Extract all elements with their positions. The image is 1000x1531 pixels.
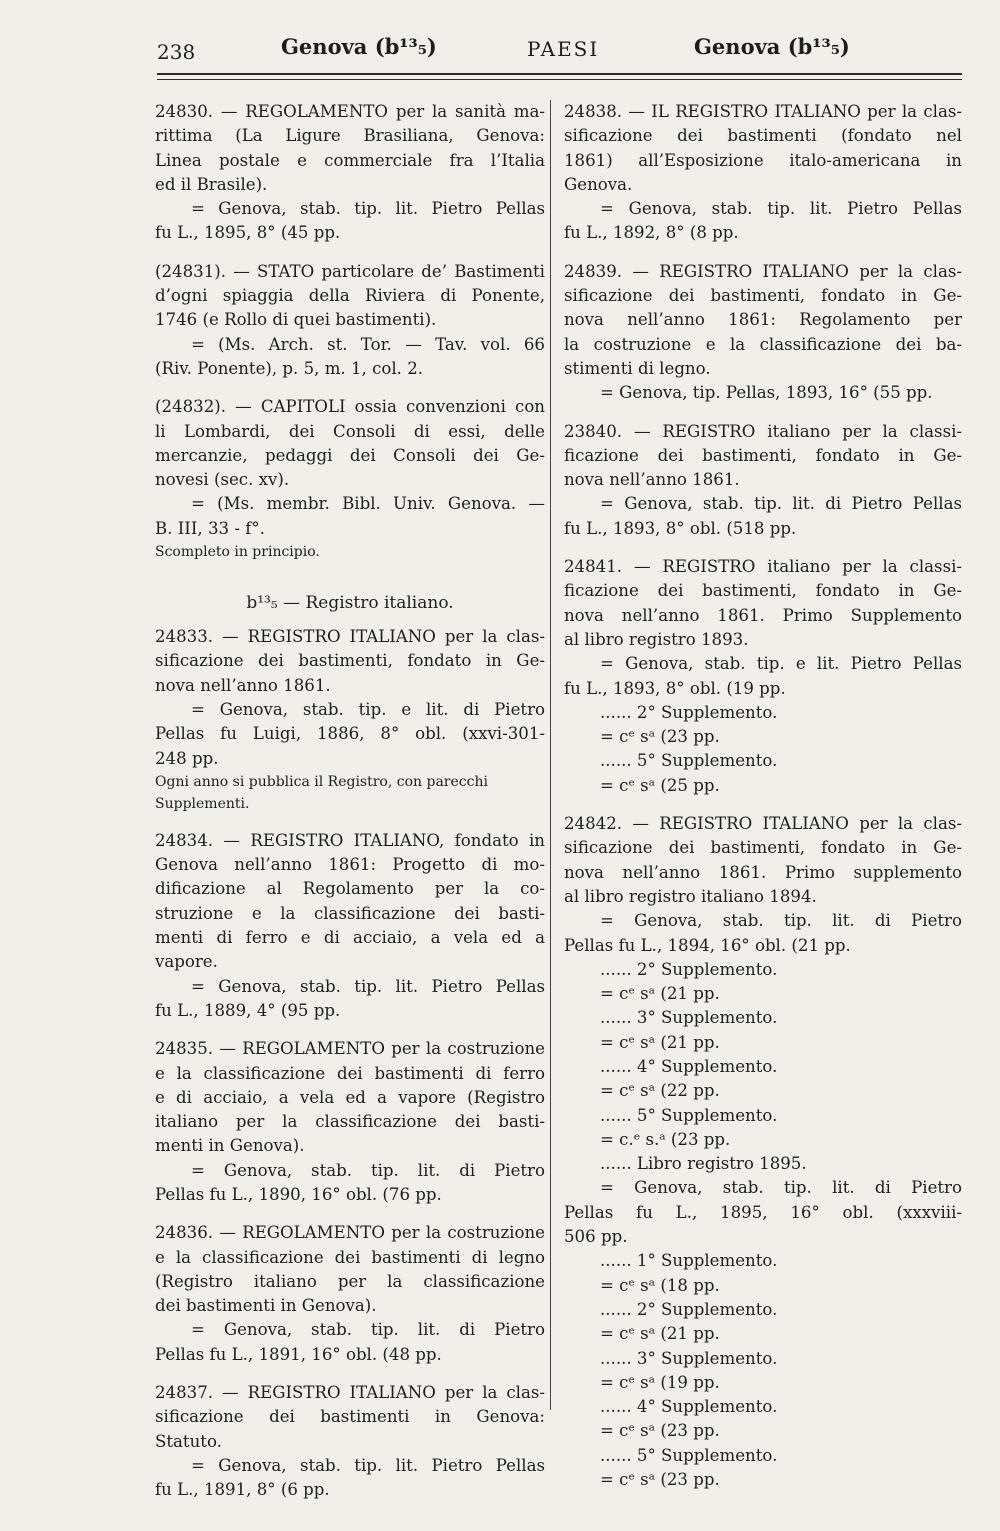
bibliography-entry <box>564 100 962 246</box>
entry-line: ...... Libro registro 1895. <box>600 1154 807 1174</box>
column-divider <box>550 100 551 1410</box>
entry-line: nova nell’anno 1861: Regolamento per <box>564 310 962 330</box>
entry-line: Pellas fu L., 1895, 16° obl. (xxxviii- <box>564 1202 962 1222</box>
entry-line: fu L., 1895, 8° (45 pp. <box>155 223 341 243</box>
entry-line: sificazione dei bastimenti, fondato in Ge- <box>564 838 962 858</box>
entry-line: Genova. <box>564 174 633 194</box>
entry-line: = Genova, tip. Pellas, 1893, 16° (55 pp. <box>600 383 933 403</box>
entry-line: = Genova, stab. tip. lit. di Pietro <box>191 1160 545 1180</box>
entry-gap <box>155 1367 545 1381</box>
entry-line: mercanzie, pedaggi dei Consoli dei Ge- <box>155 445 545 465</box>
entry-line: fu L., 1889, 4° (95 pp. <box>155 1000 341 1020</box>
entry-line: menti di ferro e di acciaio, a vela ed a <box>155 928 545 948</box>
entry-gap <box>155 1023 545 1037</box>
entry-line: B. III, 33 - f°. <box>155 518 265 538</box>
entry-line: 1861) all’Esposizione italo-americana in <box>564 150 962 170</box>
bibliography-entry <box>155 100 545 246</box>
bibliography-entry <box>155 1221 545 1367</box>
header-rule-thick <box>157 73 962 75</box>
entry-note: Scompleto in principio. <box>155 544 320 561</box>
bibliography-entry <box>564 260 962 406</box>
entry-line: = cᵉ sᵃ (22 pp. <box>600 1081 720 1101</box>
entry-line: ...... 4° Supplemento. <box>600 1056 778 1076</box>
entry-gap <box>564 246 962 260</box>
entry-line: e la classificazione dei bastimenti di legno <box>155 1247 545 1267</box>
entry-line: vapore. <box>155 952 218 972</box>
entry-line: (Registro italiano per la classificazione <box>155 1271 545 1291</box>
entry-line: = Genova, stab. tip. lit. Pietro Pellas <box>191 199 545 219</box>
entry-gap <box>564 406 962 420</box>
entry-gap <box>564 541 962 555</box>
page-number: 238 <box>157 40 196 64</box>
bibliography-entry <box>155 395 545 563</box>
entry-gap <box>564 798 962 812</box>
entry-line: sificazione dei bastimenti, fondato in Ge- <box>155 651 545 671</box>
entry-line: = cᵉ sᵃ (19 pp. <box>600 1372 720 1392</box>
entry-line: = Genova, stab. tip. lit. Pietro Pellas <box>191 1455 545 1475</box>
entry-line: al libro registro 1893. <box>564 629 749 649</box>
entry-line: 24842. — REGISTRO ITALIANO per la clas- <box>564 814 962 834</box>
entry-line: struzione e la classificazione dei basti- <box>155 903 545 923</box>
section-heading: b¹³₅ — Registro italiano. <box>246 593 454 614</box>
entry-line: ficazione dei bastimenti, fondato in Ge- <box>564 445 962 465</box>
entry-line: = (Ms. Arch. st. Tor. — Tav. vol. 66 <box>191 334 545 354</box>
entry-line: = Genova, stab. tip. lit. di Pietro <box>600 1178 962 1198</box>
entry-line: Statuto. <box>155 1431 222 1451</box>
page-header <box>157 34 962 74</box>
entry-line: 506 pp. <box>564 1227 628 1247</box>
entry-line: nova nell’anno 1861. <box>155 675 331 695</box>
entry-line: ...... 2° Supplemento. <box>600 702 778 722</box>
entry-line: 24833. — REGISTRO ITALIANO per la clas- <box>155 627 545 647</box>
entry-line: e la classificazione dei bastimenti di ferro <box>155 1063 545 1083</box>
entry-line: fu L., 1893, 8° obl. (19 pp. <box>564 678 786 698</box>
entry-line: = (Ms. membr. Bibl. Univ. Genova. — <box>191 494 545 514</box>
entry-line: fu L., 1892, 8° (8 pp. <box>564 223 739 243</box>
entry-line: la costruzione e la classificazione dei ba- <box>564 334 962 354</box>
entry-line: 24836. — REGOLAMENTO per la costruzione <box>155 1223 545 1243</box>
entry-line: Linea postale e commerciale fra l’Italia <box>155 150 545 170</box>
entry-line: = Genova, stab. tip. lit. di Pietro <box>191 1320 545 1340</box>
entry-line: ...... 5° Supplemento. <box>600 1445 778 1465</box>
entry-line: = cᵉ sᵃ (25 pp. <box>600 775 720 795</box>
entry-line: Pellas fu L., 1890, 16° obl. (76 pp. <box>155 1184 442 1204</box>
entry-line: dificazione al Regolamento per la co- <box>155 879 545 899</box>
entry-line: 248 pp. <box>155 748 219 768</box>
entry-line: 24830. — REGOLAMENTO per la sanità ma- <box>155 102 545 121</box>
entry-line: 24834. — REGISTRO ITALIANO, fondato in <box>155 830 545 850</box>
entry-line: e di acciaio, a vela ed a vapore (Registro <box>155 1087 545 1107</box>
entry-line: Genova nell’anno 1861: Progetto di mo- <box>155 855 545 875</box>
entry-line: ...... 3° Supplemento. <box>600 1348 778 1368</box>
bibliography-entry <box>155 260 545 381</box>
entry-line: = Genova, stab. tip. e lit. Pietro Pellas <box>600 654 962 674</box>
entry-line: = Genova, stab. tip. e lit. di Pietro <box>191 699 545 719</box>
entry-line: 1746 (e Rollo di quei bastimenti). <box>155 310 437 330</box>
entry-line: nova nell’anno 1861. <box>564 470 740 490</box>
entry-line: ...... 4° Supplemento. <box>600 1397 778 1417</box>
entry-gap <box>155 381 545 395</box>
entry-gap <box>155 1207 545 1221</box>
entry-line: ...... 2° Supplemento. <box>600 959 778 979</box>
entry-line: 24835. — REGOLAMENTO per la costruzione <box>155 1039 545 1059</box>
entry-line: (Riv. Ponente), p. 5, m. 1, col. 2. <box>155 358 424 378</box>
entry-line: Pellas fu Luigi, 1886, 8° obl. (xxvi-301- <box>155 724 545 744</box>
entry-line: 24841. — REGISTRO italiano per la classi- <box>564 557 962 577</box>
entry-line: sificazione dei bastimenti in Genova: <box>155 1407 545 1427</box>
entry-line: = Genova, stab. tip. lit. di Pietro Pellas <box>600 494 962 514</box>
entry-gap <box>155 563 545 577</box>
bibliography-entry <box>155 625 545 815</box>
entry-line: Pellas fu L., 1894, 16° obl. (21 pp. <box>564 935 851 955</box>
entry-line: = cᵉ sᵃ (23 pp. <box>600 727 720 747</box>
entry-line: = cᵉ sᵃ (23 pp. <box>600 1470 720 1490</box>
center-running-title: PAESI <box>527 37 600 61</box>
entry-line: 23840. — REGISTRO italiano per la classi- <box>564 421 962 441</box>
entry-line: = cᵉ sᵃ (23 pp. <box>600 1421 720 1441</box>
entry-line: li Lombardi, dei Consoli di essi, delle <box>155 421 545 441</box>
right-column <box>564 100 962 1506</box>
entry-line: = cᵉ sᵃ (21 pp. <box>600 1032 720 1052</box>
entry-line: ficazione dei bastimenti, fondato in Ge- <box>564 581 962 601</box>
entry-line: dei bastimenti in Genova). <box>155 1296 377 1316</box>
entry-line: al libro registro italiano 1894. <box>564 886 817 906</box>
bibliography-entry <box>564 812 962 1492</box>
entry-line: d’ogni spiaggia della Riviera di Ponente, <box>155 286 545 306</box>
entry-line: = cᵉ sᵃ (21 pp. <box>600 984 720 1004</box>
entry-line: nova nell’anno 1861. Primo Supplemento <box>564 605 962 625</box>
entry-gap <box>155 246 545 260</box>
entry-line: rittima (La Ligure Brasiliana, Genova: <box>155 126 545 146</box>
bibliography-entry <box>155 1037 545 1207</box>
entry-gap <box>155 1503 545 1517</box>
entry-gap <box>564 1492 962 1506</box>
entry-line: italiano per la classificazione dei basti- <box>155 1112 545 1132</box>
header-rule-thin <box>157 79 962 80</box>
right-running-title: Genova (b¹³₅) <box>694 34 850 59</box>
entry-line: Pellas fu L., 1891, 16° obl. (48 pp. <box>155 1344 442 1364</box>
entry-line: ...... 3° Supplemento. <box>600 1008 778 1028</box>
bibliography-entry <box>564 420 962 541</box>
entry-line: sificazione dei bastimenti (fondato nel <box>564 126 962 146</box>
entry-line: 24839. — REGISTRO ITALIANO per la clas- <box>564 261 962 281</box>
entry-line: ...... 2° Supplemento. <box>600 1299 778 1319</box>
entry-line: = Genova, stab. tip. lit. Pietro Pellas <box>600 199 962 219</box>
entry-line: = cᵉ sᵃ (21 pp. <box>600 1324 720 1344</box>
entry-line: novesi (sec. xv). <box>155 470 290 490</box>
entry-gap <box>155 815 545 829</box>
entry-line: (24831). — STATO particolare de’ Bastimenti <box>155 261 545 281</box>
left-running-title: Genova (b¹³₅) <box>281 34 437 59</box>
entry-line: ...... 5° Supplemento. <box>600 1105 778 1125</box>
entry-line: = Genova, stab. tip. lit. di Pietro <box>600 911 962 931</box>
bibliography-entry <box>155 829 545 1023</box>
entry-line: ...... 5° Supplemento. <box>600 751 778 771</box>
entry-line: ed il Brasile). <box>155 174 268 194</box>
entry-line: fu L., 1891, 8° (6 pp. <box>155 1480 330 1500</box>
entry-line: ...... 1° Supplemento. <box>600 1251 778 1271</box>
entry-line: 24838. — IL REGISTRO ITALIANO per la clas- <box>564 102 962 121</box>
entry-line: menti in Genova). <box>155 1136 305 1156</box>
entry-line: sificazione dei bastimenti, fondato in Ge- <box>564 286 962 306</box>
entry-line: = Genova, stab. tip. lit. Pietro Pellas <box>191 976 545 996</box>
entry-line: fu L., 1893, 8° obl. (518 pp. <box>564 518 797 538</box>
entry-line: = c.ᵉ s.ᵃ (23 pp. <box>600 1129 731 1149</box>
entry-note: Supplementi. <box>155 795 250 812</box>
entry-line: 24837. — REGISTRO ITALIANO per la clas- <box>155 1383 545 1403</box>
bibliography-entry <box>564 555 962 798</box>
bibliography-entry <box>155 1381 545 1502</box>
entry-line: nova nell’anno 1861. Primo supplemento <box>564 862 962 882</box>
entry-line: stimenti di legno. <box>564 358 711 378</box>
entry-line: = cᵉ sᵃ (18 pp. <box>600 1275 720 1295</box>
entry-line: (24832). — CAPITOLI ossia convenzioni con <box>155 397 545 417</box>
entry-note: Ogni anno si pubblica il Registro, con parecchi <box>155 773 488 790</box>
left-column <box>155 100 545 1517</box>
